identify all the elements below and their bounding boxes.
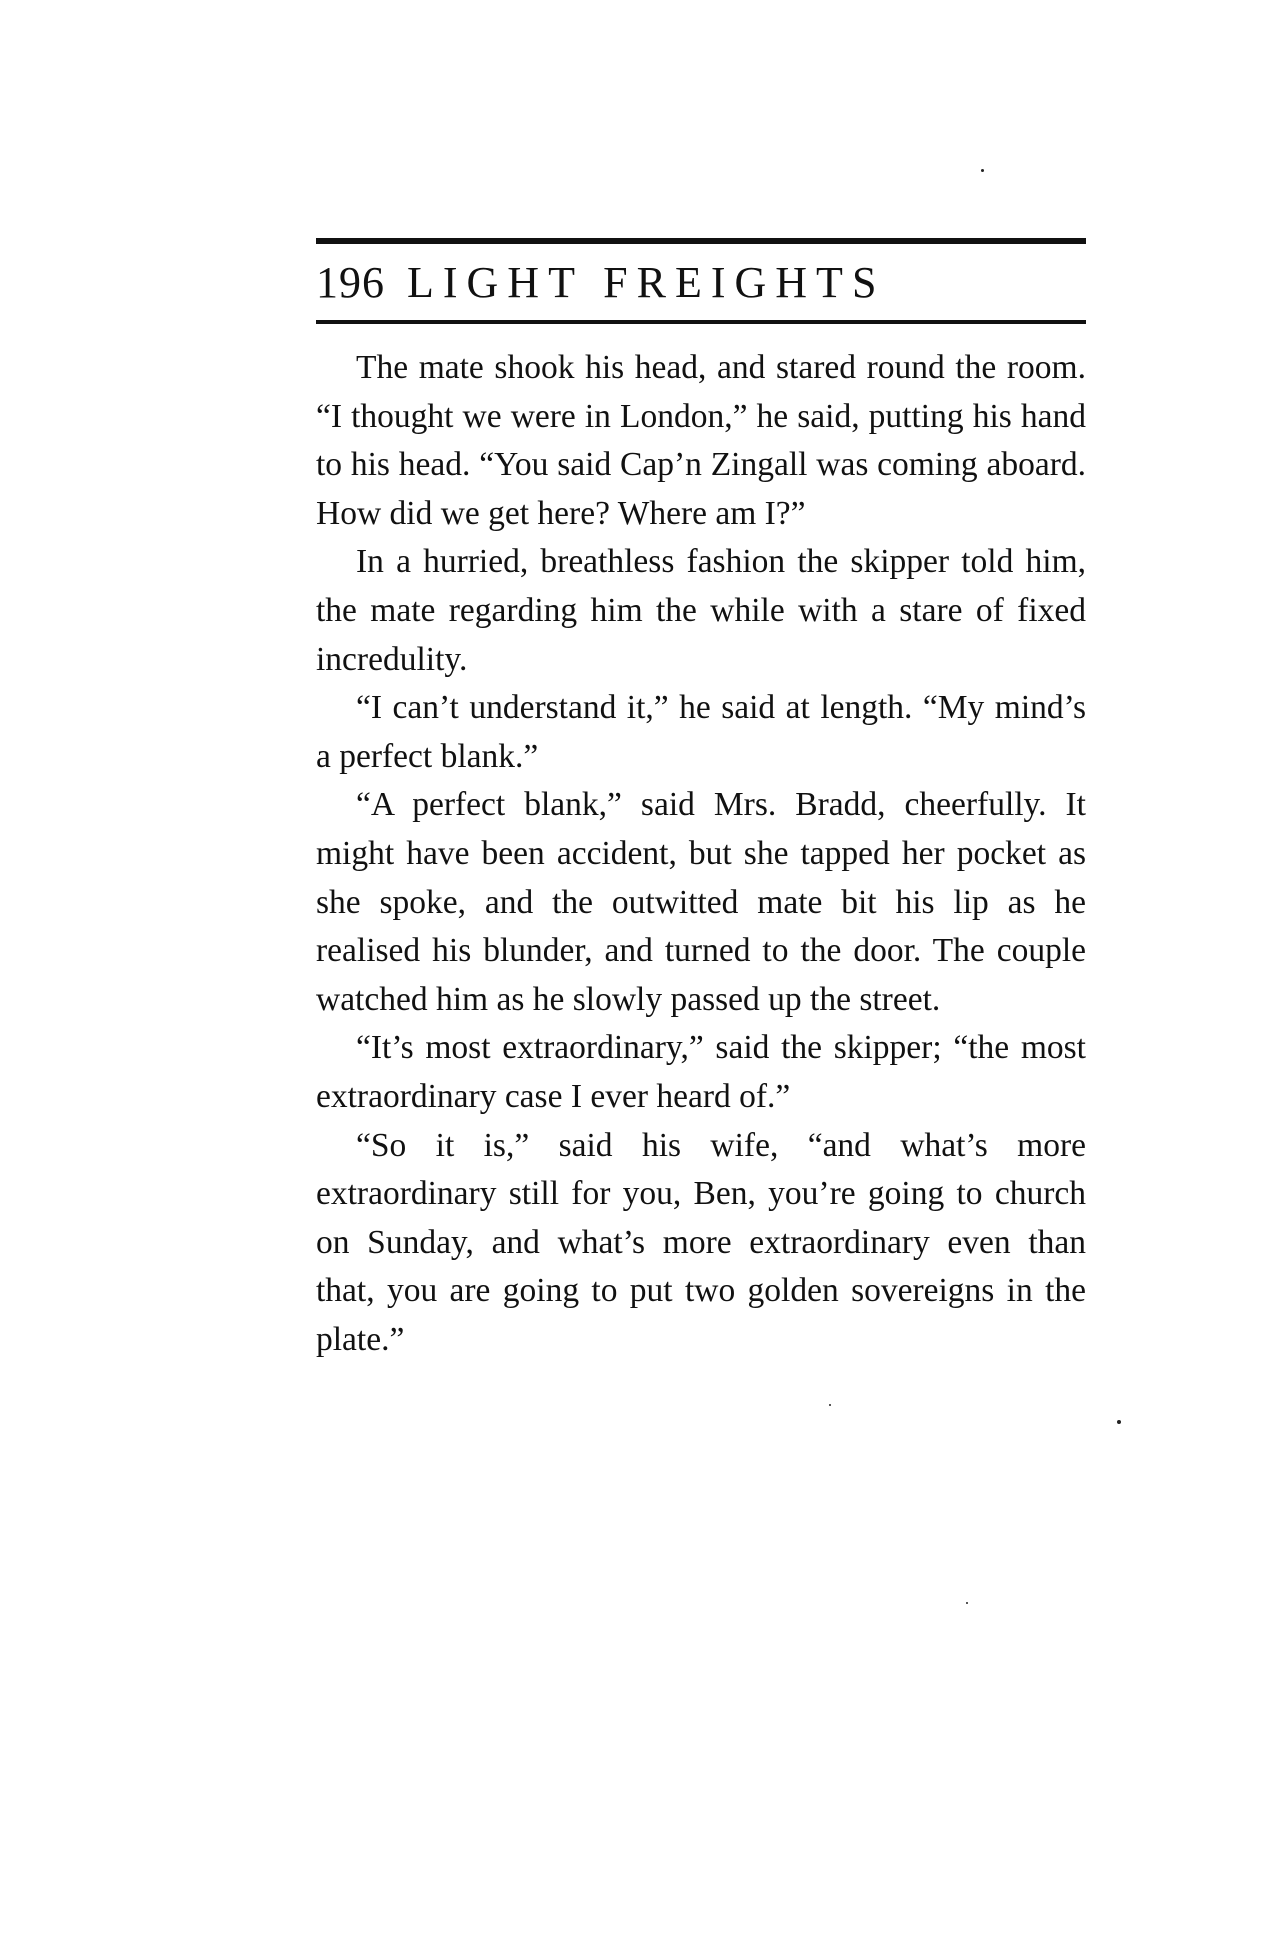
paragraph: The mate shook his head, and stared round the room. “I thought we were in London,” he said, putting his hand to his head. “You said Cap’n Zingall was coming aboard. How did we get here? Where am I?” xyxy=(316,349,1086,532)
paragraph: In a hurried, breathless fashion the skipper told him, the mate regarding him the while with a stare of fixed incredulity. xyxy=(316,543,1086,678)
paragraph: “A perfect blank,” said Mrs. Bradd, cheerfully. It might have been accident, but she tapped her pocket as she spoke, and the outwitted mate bit his lip as he realised his blunder, and turned to the door. The couple watched him as he slowly passed up the street. xyxy=(316,786,1086,1018)
paragraph: “So it is,” said his wife, “and what’s more extraordinary still for you, Ben, you’re going to church on Sunday, and what’s more extraordinary even than that, you are going to put two golden sovereigns in the plate.” xyxy=(316,1126,1086,1358)
body-text xyxy=(316,344,1086,1364)
scan-speck xyxy=(966,1602,968,1604)
paragraph: “It’s most extraordinary,” said the skipper; “the most extraordinary case I ever heard of.” xyxy=(316,1029,1086,1115)
scan-speck xyxy=(1117,1420,1121,1424)
page-number: 196 xyxy=(316,257,385,307)
scan-speck xyxy=(981,169,984,172)
running-head xyxy=(316,244,1086,320)
header-bottom-rule xyxy=(316,320,1086,324)
running-title: LIGHT FREIGHTS xyxy=(407,257,886,307)
paragraph: “I can’t understand it,” he said at length. “My mind’s a perfect blank.” xyxy=(316,689,1086,775)
page-header xyxy=(316,238,1086,324)
scan-speck xyxy=(829,1404,831,1406)
